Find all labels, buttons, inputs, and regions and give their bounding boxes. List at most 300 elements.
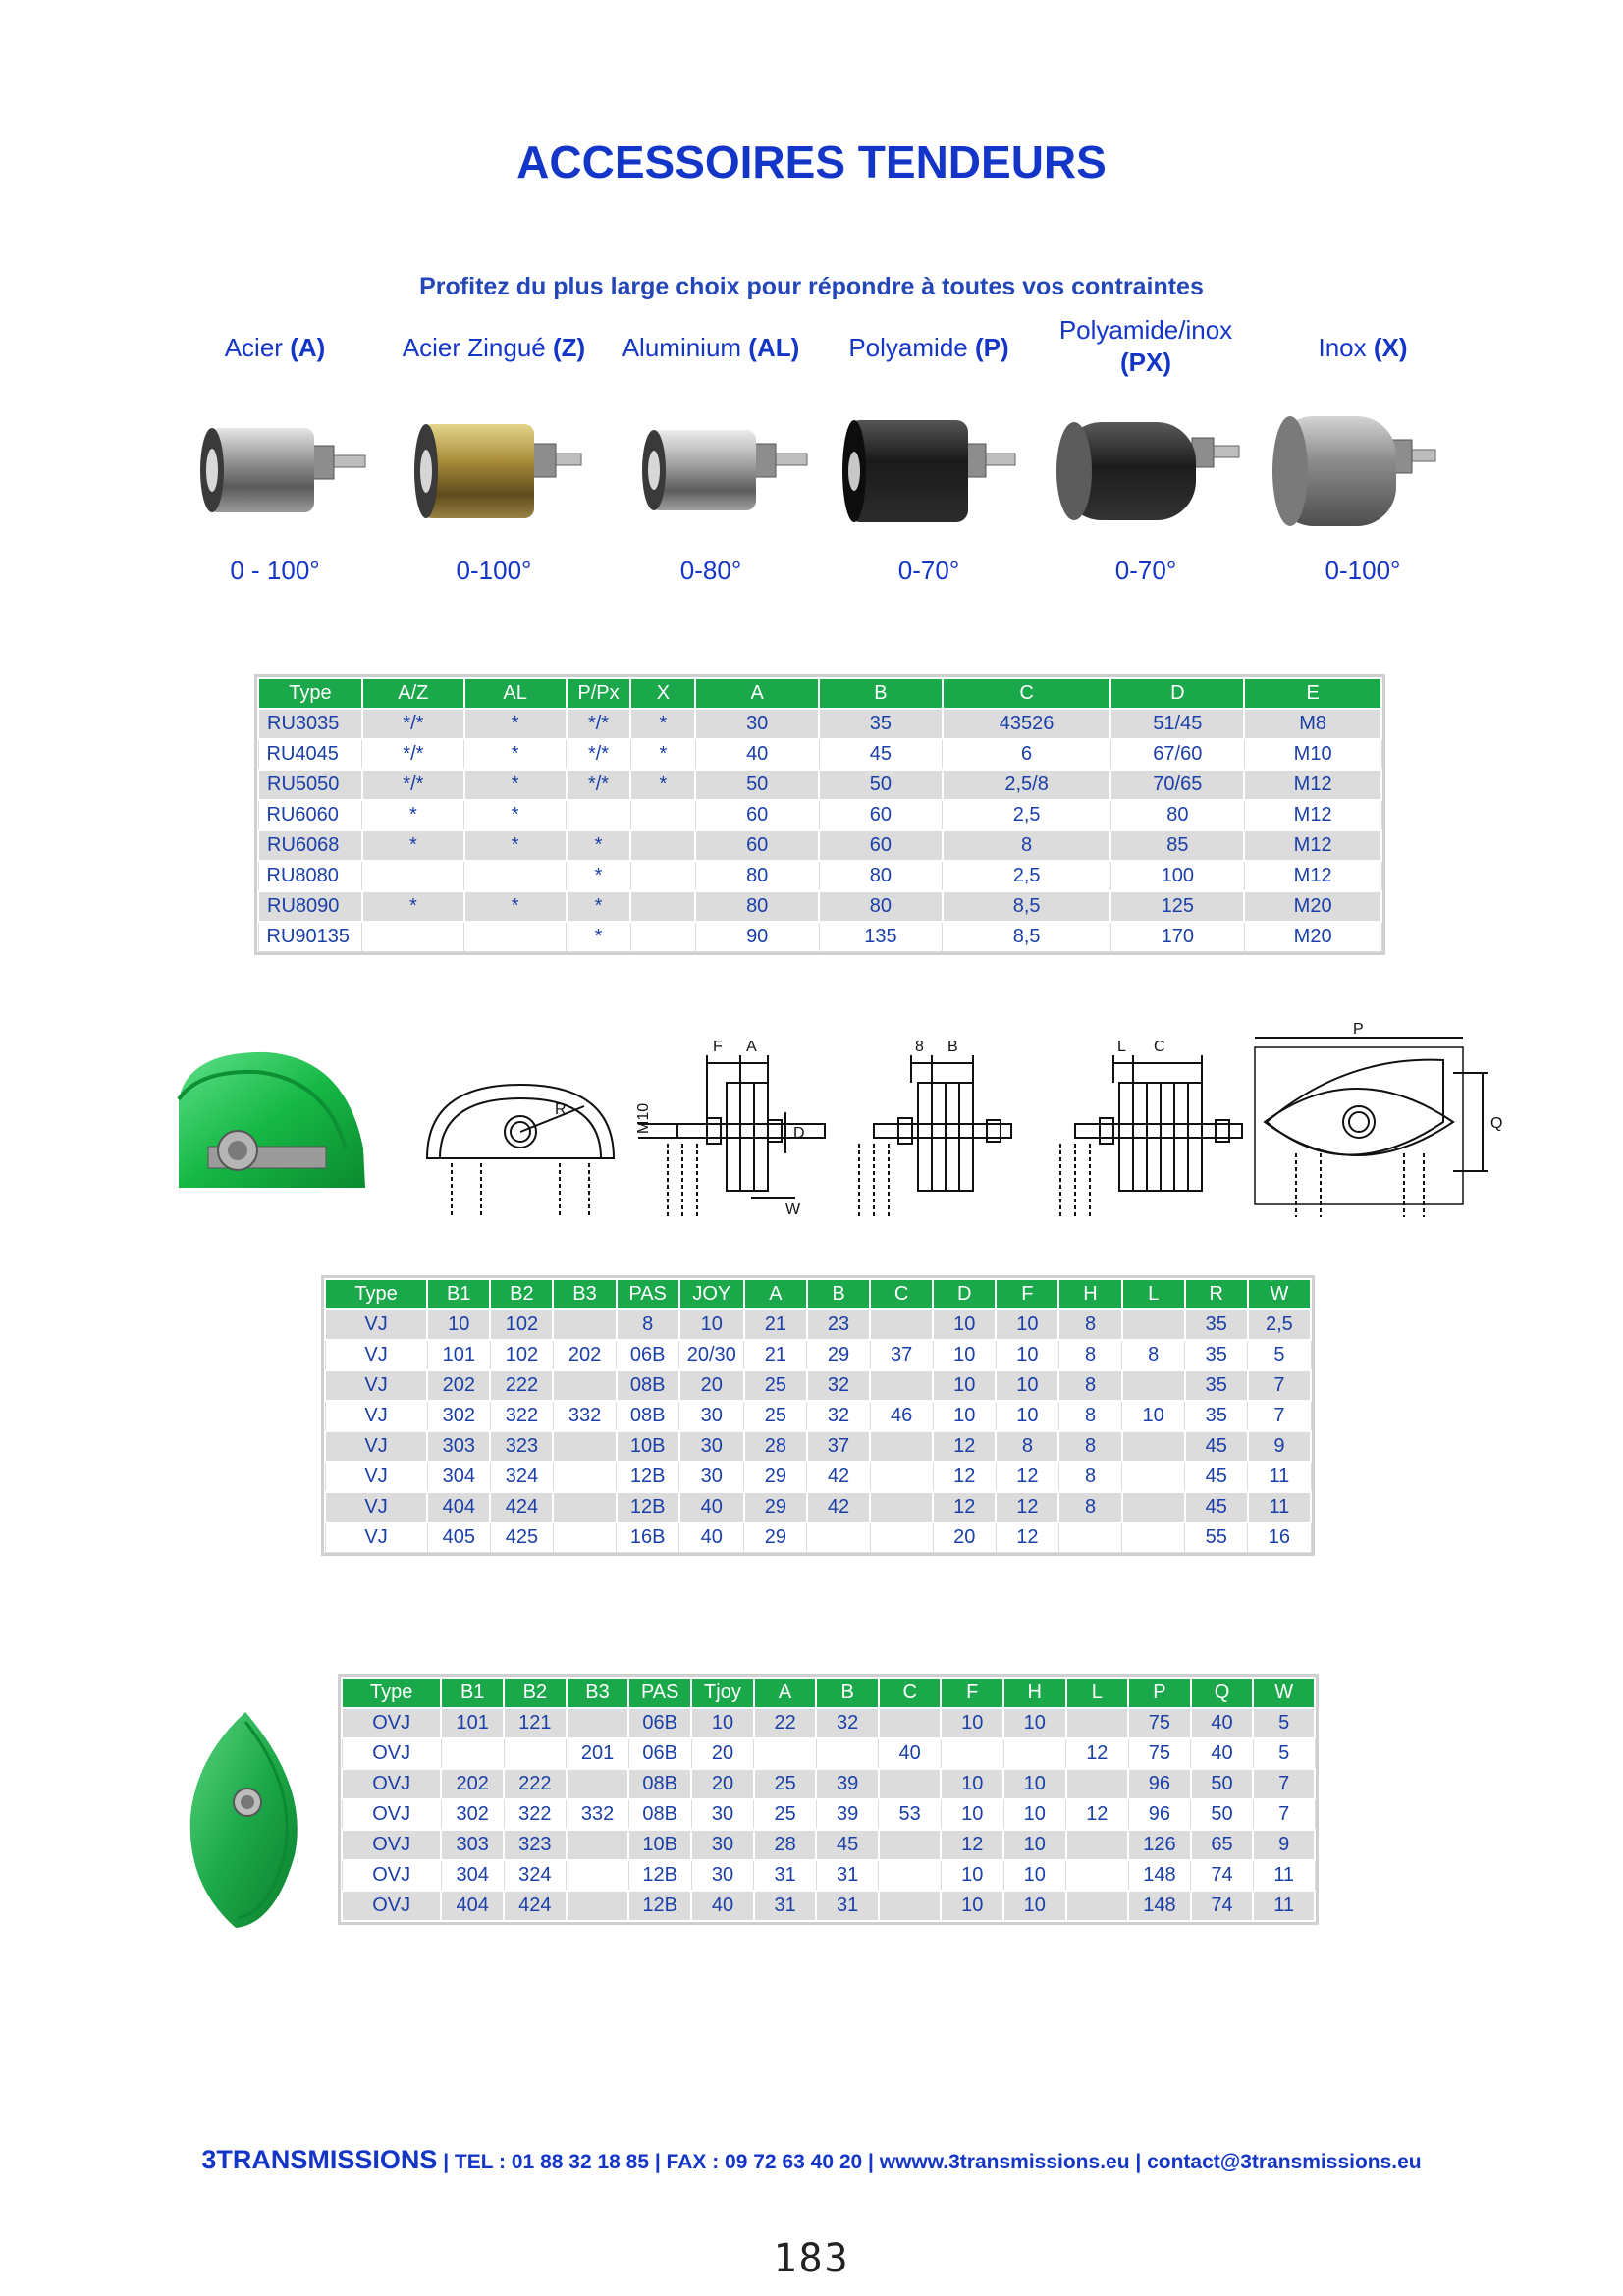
vj-table-cell [1122, 1431, 1185, 1462]
ru-table-cell: 8,5 [943, 891, 1111, 922]
vj-table-cell: 12 [996, 1522, 1058, 1553]
vj-table-cell: 8 [1058, 1462, 1121, 1492]
ru-table-cell: M10 [1244, 739, 1381, 770]
ru-table-cell: M12 [1244, 830, 1381, 861]
ovj-table-cell: 126 [1128, 1830, 1191, 1860]
ovj-table-cell: 32 [816, 1708, 879, 1738]
ru-table-cell: * [362, 800, 464, 830]
vj-table-cell: 10 [996, 1370, 1058, 1401]
ovj-table-cell: 74 [1191, 1860, 1254, 1891]
ovj-table-cell: 303 [441, 1830, 504, 1860]
ru-table-cell: M20 [1244, 891, 1381, 922]
vj-table-cell: 23 [807, 1309, 870, 1340]
ovj-table-cell: 40 [691, 1891, 754, 1921]
ovj-table-cell: 12 [941, 1830, 1003, 1860]
range-polyamide-inox: 0-70° [1114, 556, 1177, 585]
ovj-table-cell: 22 [754, 1708, 817, 1738]
ru-table-cell: * [630, 709, 695, 739]
ovj-table-cell: 06B [628, 1738, 691, 1769]
ovj-table-cell: 10 [1003, 1769, 1066, 1799]
ru-table-cell: 80 [819, 891, 943, 922]
ru-table-cell: 30 [695, 709, 819, 739]
ovj-table-cell [1003, 1738, 1066, 1769]
ru-table-cell: * [567, 891, 631, 922]
vj-table-row [325, 1340, 1311, 1370]
ru-table-cell: * [464, 770, 567, 800]
vj-table-cell: 425 [490, 1522, 553, 1553]
ru-table-cell: M12 [1244, 770, 1381, 800]
ru-table-cell: 90 [695, 922, 819, 952]
roller-acier-image [196, 410, 373, 533]
vj-header-cell: L [1122, 1279, 1185, 1309]
vj-table-row [325, 1522, 1311, 1553]
vj-table-cell: 332 [553, 1401, 616, 1431]
ovj-table-row [342, 1738, 1315, 1769]
ovj-header-cell: L [1066, 1678, 1129, 1708]
vj-table-cell: 302 [427, 1401, 490, 1431]
ovj-table-cell: 08B [628, 1799, 691, 1830]
vj-table-cell: 8 [1058, 1340, 1121, 1370]
ru-table-cell: * [464, 830, 567, 861]
ru-table-row [258, 770, 1381, 800]
ovj-header-cell: Q [1191, 1678, 1254, 1708]
ru-table-cell: */* [362, 770, 464, 800]
ru-table-cell [362, 922, 464, 952]
vj-table-cell: 11 [1248, 1492, 1311, 1522]
vj-table-cell: 30 [679, 1431, 744, 1462]
dim-label-d: D [793, 1125, 805, 1142]
vj-table-cell: 45 [1185, 1431, 1248, 1462]
ovj-header-cell: B2 [504, 1678, 567, 1708]
ru-table-cell: * [464, 891, 567, 922]
ru-table-cell: 8 [943, 830, 1111, 861]
vj-tensioner-image [169, 1041, 375, 1198]
ovj-header-cell: Tjoy [691, 1678, 754, 1708]
ovj-header-cell: B1 [441, 1678, 504, 1708]
ru-table-cell: * [464, 800, 567, 830]
ru-table-cell: * [567, 830, 631, 861]
vj-table-cell: 8 [617, 1309, 679, 1340]
ovj-table-cell [567, 1860, 629, 1891]
ovj-table-cell [1066, 1769, 1129, 1799]
vj-table-cell [870, 1309, 933, 1340]
vj-table-cell: 37 [807, 1431, 870, 1462]
ovj-table-cell: 121 [504, 1708, 567, 1738]
ovj-table-cell: 31 [754, 1891, 817, 1921]
vj-table-cell: 7 [1248, 1370, 1311, 1401]
vj-table-cell: 46 [870, 1401, 933, 1431]
ovj-table-cell: 10 [691, 1708, 754, 1738]
ru-table-cell: 2,5/8 [943, 770, 1111, 800]
vj-table-cell: 55 [1185, 1522, 1248, 1553]
vj-table-cell [1122, 1492, 1185, 1522]
page-title: ACCESSOIRES TENDEURS [516, 136, 1107, 187]
ru-header-cell: D [1110, 678, 1244, 709]
ovj-table-cell: 302 [441, 1799, 504, 1830]
ru-table-cell [630, 800, 695, 830]
vj-header-cell: F [996, 1279, 1058, 1309]
range-inox: 0-100° [1325, 556, 1401, 585]
vj-table-cell: 424 [490, 1492, 553, 1522]
ovj-table-cell: 96 [1128, 1769, 1191, 1799]
ru-header-cell: E [1244, 678, 1381, 709]
ovj-table-cell: 10 [941, 1799, 1003, 1830]
ovj-table-cell [567, 1769, 629, 1799]
ru-table-cell: 35 [819, 709, 943, 739]
vj-table-cell: 10 [933, 1340, 996, 1370]
ru-table-cell: * [567, 922, 631, 952]
dim-label-w: W [785, 1201, 801, 1218]
vj-table-cell: 20/30 [679, 1340, 744, 1370]
ovj-table-cell: 10 [1003, 1799, 1066, 1830]
vj-table-cell: 2,5 [1248, 1309, 1311, 1340]
vj-table-cell: 8 [1122, 1340, 1185, 1370]
vj-table-cell: 10 [996, 1309, 1058, 1340]
ovj-table-cell: 332 [567, 1799, 629, 1830]
vj-table-cell: 10 [933, 1309, 996, 1340]
ovj-table-cell: 11 [1253, 1860, 1315, 1891]
ovj-table-cell: OVJ [342, 1830, 441, 1860]
ru-table-cell: 45 [819, 739, 943, 770]
range-aluminium: 0-80° [679, 556, 742, 585]
ovj-table-cell: 9 [1253, 1830, 1315, 1860]
ovj-table-row [342, 1891, 1315, 1921]
vj-table-cell: 12 [996, 1462, 1058, 1492]
ovj-table-cell: 12B [628, 1891, 691, 1921]
ovj-table-cell: 20 [691, 1769, 754, 1799]
ovj-table-cell: 30 [691, 1799, 754, 1830]
vj-table-cell: 8 [1058, 1401, 1121, 1431]
ru-table-cell: */* [567, 739, 631, 770]
vj-table-cell: VJ [325, 1462, 427, 1492]
vj-table-cell: 29 [744, 1492, 807, 1522]
ru-table-cell: */* [567, 709, 631, 739]
vj-table-cell: 102 [490, 1309, 553, 1340]
dim-label-b: B [947, 1039, 958, 1055]
vj-header-cell: R [1185, 1279, 1248, 1309]
ovj-table-cell: 404 [441, 1891, 504, 1921]
vj-table-cell: 42 [807, 1462, 870, 1492]
ovj-table-cell: 10 [941, 1769, 1003, 1799]
vj-header-cell: B [807, 1279, 870, 1309]
ovj-table-cell: 75 [1128, 1738, 1191, 1769]
vj-header-cell: JOY [679, 1279, 744, 1309]
ovj-header-cell: P [1128, 1678, 1191, 1708]
dim-label-q: Q [1490, 1115, 1503, 1132]
footer-contact [0, 2145, 1623, 2175]
ovj-table-cell: OVJ [342, 1860, 441, 1891]
vj-table-cell: 12B [617, 1492, 679, 1522]
ovj-table-cell: 201 [567, 1738, 629, 1769]
vj-table-cell: 20 [933, 1522, 996, 1553]
ovj-header-cell: F [941, 1678, 1003, 1708]
vj-table-cell: VJ [325, 1522, 427, 1553]
vj-table-cell: 37 [870, 1340, 933, 1370]
ru-table-cell: RU6068 [258, 830, 362, 861]
vj-table-cell [870, 1431, 933, 1462]
vj-table-cell [553, 1462, 616, 1492]
vj-table-cell: 40 [679, 1492, 744, 1522]
vj-table-cell: 21 [744, 1340, 807, 1370]
ovj-table-cell: 7 [1253, 1769, 1315, 1799]
ovj-table-row [342, 1860, 1315, 1891]
ovj-table-cell [441, 1738, 504, 1769]
ru-table-cell: M20 [1244, 922, 1381, 952]
ru-table-cell: 85 [1110, 830, 1244, 861]
vj-table-cell: 323 [490, 1431, 553, 1462]
ru-table-cell: */* [362, 739, 464, 770]
ru-header-cell: P/Px [567, 678, 631, 709]
vj-table-cell [1122, 1462, 1185, 1492]
vj-table-cell: 35 [1185, 1370, 1248, 1401]
ovj-table-cell: 65 [1191, 1830, 1254, 1860]
vj-table-cell: 8 [1058, 1309, 1121, 1340]
vj-table-row [325, 1370, 1311, 1401]
ru-table-cell: 135 [819, 922, 943, 952]
ovj-table-cell [879, 1830, 942, 1860]
ru-table-cell: M12 [1244, 800, 1381, 830]
vj-table-cell: 7 [1248, 1401, 1311, 1431]
ovj-table-cell: 304 [441, 1860, 504, 1891]
vj-table-row [325, 1431, 1311, 1462]
vj-table-cell [870, 1492, 933, 1522]
vj-table-cell: 25 [744, 1370, 807, 1401]
ovj-table-cell: 08B [628, 1769, 691, 1799]
ru-table-cell: 43526 [943, 709, 1111, 739]
vj-table-cell: 30 [679, 1462, 744, 1492]
ru-table-row [258, 739, 1381, 770]
range-acier: 0 - 100° [230, 556, 320, 585]
ru-table-row [258, 891, 1381, 922]
vj-header-cell: B3 [553, 1279, 616, 1309]
vj-table-cell: 5 [1248, 1340, 1311, 1370]
vj-header-cell: H [1058, 1279, 1121, 1309]
ovj-table-cell: 45 [816, 1830, 879, 1860]
ovj-header-cell: H [1003, 1678, 1066, 1708]
vj-table-cell: 35 [1185, 1340, 1248, 1370]
ovj-table-cell [816, 1738, 879, 1769]
ru-table-cell: 60 [819, 800, 943, 830]
vj-table-cell: 12B [617, 1462, 679, 1492]
vj-table-cell [1122, 1522, 1185, 1553]
vj-table-cell: 16 [1248, 1522, 1311, 1553]
vj-table-cell: 45 [1185, 1492, 1248, 1522]
ovj-table-cell: OVJ [342, 1708, 441, 1738]
vj-table-cell: 40 [679, 1522, 744, 1553]
ru-table-cell: 67/60 [1110, 739, 1244, 770]
vj-table-cell [553, 1309, 616, 1340]
ovj-table-cell: 12 [1066, 1738, 1129, 1769]
ovj-table-cell [1066, 1860, 1129, 1891]
ovj-table-cell [567, 1891, 629, 1921]
vj-table-cell: VJ [325, 1370, 427, 1401]
vj-header-cell: D [933, 1279, 996, 1309]
ru-table-cell: * [630, 770, 695, 800]
vj-table-cell: 28 [744, 1431, 807, 1462]
vj-table-row [325, 1492, 1311, 1522]
vj-table-cell: 8 [1058, 1370, 1121, 1401]
ovj-table-cell: 25 [754, 1799, 817, 1830]
ovj-table-cell: 5 [1253, 1738, 1315, 1769]
vj-table-cell: 8 [1058, 1492, 1121, 1522]
ovj-header-cell: C [879, 1678, 942, 1708]
material-label-polyamide-inox: Polyamide/inox (PX) [1058, 315, 1233, 377]
ovj-table-cell: 12 [1066, 1799, 1129, 1830]
vj-table-cell: 322 [490, 1401, 553, 1431]
ru-table-cell: * [464, 739, 567, 770]
ru-table-cell: 80 [695, 861, 819, 891]
vj-table-row [325, 1309, 1311, 1340]
vj-table-cell: 404 [427, 1492, 490, 1522]
ru-header-cell: A/Z [362, 678, 464, 709]
roller-inox-image [1265, 410, 1441, 533]
vj-table-cell [870, 1522, 933, 1553]
vj-spec-table [324, 1278, 1312, 1553]
ovj-table-cell: 323 [504, 1830, 567, 1860]
ru-table-row [258, 922, 1381, 952]
ovj-table-cell [567, 1830, 629, 1860]
vj-table-cell: 20 [679, 1370, 744, 1401]
ru-table-cell: RU3035 [258, 709, 362, 739]
vj-table-cell: 304 [427, 1462, 490, 1492]
ovj-table-cell [1066, 1830, 1129, 1860]
ru-table-cell: 80 [1110, 800, 1244, 830]
ru-header-cell: B [819, 678, 943, 709]
vj-table-cell [553, 1522, 616, 1553]
ovj-table-cell: OVJ [342, 1891, 441, 1921]
vj-table-cell: 10 [933, 1401, 996, 1431]
ru-table-cell: 170 [1110, 922, 1244, 952]
ovj-header-cell: PAS [628, 1678, 691, 1708]
ovj-spec-table [341, 1677, 1316, 1922]
ovj-header-cell: Type [342, 1678, 441, 1708]
ovj-table-cell: 39 [816, 1799, 879, 1830]
ru-table-cell [464, 922, 567, 952]
ovj-table-cell: 53 [879, 1799, 942, 1830]
ovj-table-cell: 10 [941, 1891, 1003, 1921]
footer-contact-details: | TEL : 01 88 32 18 85 | FAX : 09 72 63 40 20 | wwww.3transmissions.eu | contact@3transmissions.eu [437, 2151, 1422, 2173]
ovj-table-cell: 20 [691, 1738, 754, 1769]
ru-table-cell: * [567, 861, 631, 891]
vj-table-cell: VJ [325, 1401, 427, 1431]
vj-table-cell [1058, 1522, 1121, 1553]
ovj-table-cell: 96 [1128, 1799, 1191, 1830]
vj-table-cell: 202 [553, 1340, 616, 1370]
vj-table-cell: 32 [807, 1401, 870, 1431]
ru-table-cell: RU6060 [258, 800, 362, 830]
ovj-header-row [342, 1678, 1315, 1708]
ru-table-cell: 50 [695, 770, 819, 800]
vj-table-cell [1122, 1309, 1185, 1340]
ru-table-cell: M12 [1244, 861, 1381, 891]
ru-header-cell: AL [464, 678, 567, 709]
ovj-table-row [342, 1830, 1315, 1860]
material-label-inox: Inox (X) [1318, 333, 1408, 362]
ovj-table-cell: OVJ [342, 1799, 441, 1830]
ovj-table-cell: 39 [816, 1769, 879, 1799]
vj-header-cell: W [1248, 1279, 1311, 1309]
ovj-header-cell: W [1253, 1678, 1315, 1708]
ovj-header-cell: B [816, 1678, 879, 1708]
ovj-table-cell: 10 [1003, 1860, 1066, 1891]
vj-header-cell: A [744, 1279, 807, 1309]
dim-label-c: C [1154, 1039, 1165, 1055]
vj-table-cell: 32 [807, 1370, 870, 1401]
ru-table-cell: 60 [819, 830, 943, 861]
dim-label-8: 8 [915, 1039, 924, 1055]
ovj-header-cell: A [754, 1678, 817, 1708]
ru-table-cell [362, 861, 464, 891]
ru-header-cell: Type [258, 678, 362, 709]
ru-table-cell: M8 [1244, 709, 1381, 739]
vj-table-row [325, 1462, 1311, 1492]
dim-label-m10: M10 [635, 1102, 652, 1134]
ovj-table-cell: 25 [754, 1769, 817, 1799]
vj-table-cell: 08B [617, 1401, 679, 1431]
vj-header-cell: PAS [617, 1279, 679, 1309]
ovj-table-cell: 10 [941, 1708, 1003, 1738]
ovj-table-cell: 324 [504, 1860, 567, 1891]
vj-header-cell: Type [325, 1279, 427, 1309]
page-number: 183 [773, 2236, 850, 2281]
vj-header-cell: C [870, 1279, 933, 1309]
range-polyamide: 0-70° [897, 556, 960, 585]
vj-table-cell: 405 [427, 1522, 490, 1553]
vj-table-cell: VJ [325, 1340, 427, 1370]
dim-label-a: A [746, 1039, 757, 1055]
ru-table-row [258, 800, 1381, 830]
vj-table-cell: 25 [744, 1401, 807, 1431]
vj-table-cell: 10 [427, 1309, 490, 1340]
ovj-table-cell: 148 [1128, 1860, 1191, 1891]
vj-table-cell: 10B [617, 1431, 679, 1462]
footer-brand: 3TRANSMISSIONS [201, 2145, 438, 2174]
ovj-table-cell: 202 [441, 1769, 504, 1799]
ru-table-cell: 2,5 [943, 861, 1111, 891]
vj-table-cell: 10 [996, 1340, 1058, 1370]
material-label-aluminium: Aluminium (AL) [622, 333, 800, 362]
vj-table-cell: 29 [744, 1462, 807, 1492]
vj-table-cell: 12 [933, 1492, 996, 1522]
ovj-table-cell: 12B [628, 1860, 691, 1891]
ru-table-cell: * [362, 830, 464, 861]
ovj-table-cell: 10 [1003, 1830, 1066, 1860]
ru-table-cell: RU8090 [258, 891, 362, 922]
ovj-table-cell: 50 [1191, 1799, 1254, 1830]
vj-table-cell: 30 [679, 1401, 744, 1431]
ru-header-cell: X [630, 678, 695, 709]
ovj-table-cell: 222 [504, 1769, 567, 1799]
ovj-table-cell: 30 [691, 1830, 754, 1860]
vj-header-cell: B1 [427, 1279, 490, 1309]
roller-aluminium-image [638, 410, 815, 533]
ru-table-cell: * [362, 891, 464, 922]
ru-table-cell [630, 891, 695, 922]
vj-table-cell: VJ [325, 1492, 427, 1522]
vj-table-cell [553, 1492, 616, 1522]
vj-table-cell [870, 1370, 933, 1401]
ru-table-cell: RU90135 [258, 922, 362, 952]
ru-table-row [258, 861, 1381, 891]
material-label-acier: Acier (A) [224, 333, 326, 362]
ovj-tensioner-image [177, 1708, 314, 1934]
ru-table-cell: 8,5 [943, 922, 1111, 952]
material-label-polyamide: Polyamide (P) [848, 333, 1009, 362]
ovj-table-cell: 31 [754, 1860, 817, 1891]
ovj-table-cell: 11 [1253, 1891, 1315, 1921]
ru-table-cell: 40 [695, 739, 819, 770]
vj-table-cell: 10 [679, 1309, 744, 1340]
